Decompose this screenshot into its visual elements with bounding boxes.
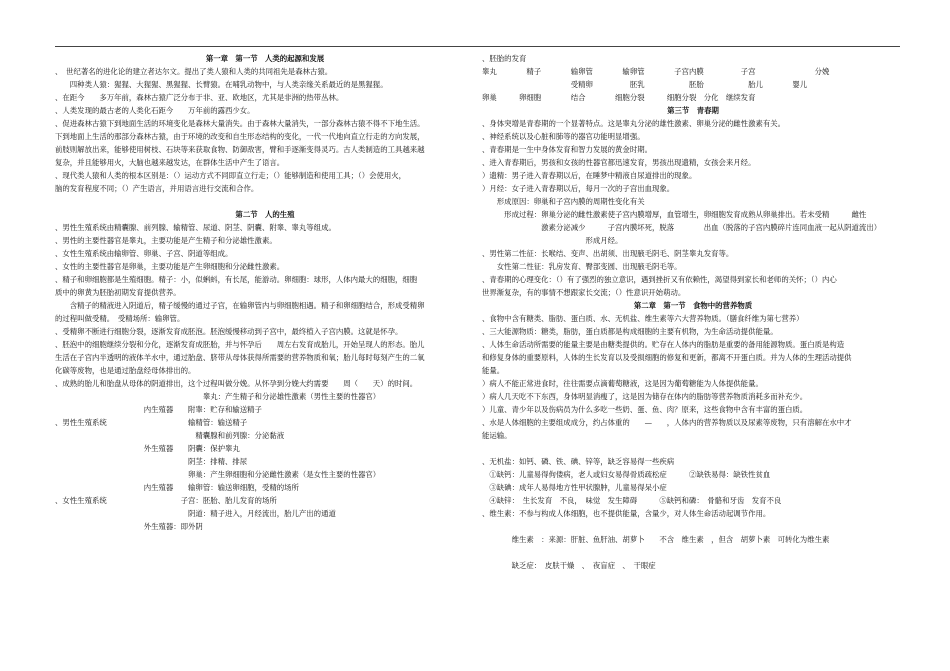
left-text-line: 、促进森林古猿下到地面生活的环境变化是森林大量消失。由于森林大量消失，一部分森林古猿不得不下地生活。 [55,119,425,128]
left-heading: 第二节 人的生殖 [235,210,295,219]
left-text-line: 、现代类人猿和人类的根本区别是：（）运动方式不同即直立行走；（）能够制造和使用工具；（）会使用火， [55,171,407,180]
right-text-line: ④缺锌： 生长发育 不良， 味觉 发生障碍 ⑤缺钙和磷： 骨骼和牙齿 发育不良 [482,496,782,505]
left-text-line: 睾丸：产生精子和分泌雄性激素（男性主要的性器官） [55,392,381,401]
right-text-line: 缺乏症： 皮肤干燥 、 夜盲症 、 干眼症 [482,561,656,570]
right-text-line: 、水是人体细胞的主要组成成分，约占体重的 — ，人体内的营养物质以及尿素等废物，只有溶解在水中才 [482,418,852,427]
left-text-line: 、女性的主要性器官是卵巢，主要功能是产生卵细胞和分泌雌性激素。 [55,262,285,271]
left-text-line: 脑的发育程度不同；（）产生语言，并用语言进行交流和合作。 [55,184,259,193]
right-text-line: 、食物中含有糖类、脂肪、蛋白质、水、无机盐、维生素等六大营养物质。（膳食纤维为第七营养） [482,314,804,323]
left-text-line: 、人类发现的最古老的人类化石距今 万年前的露西少女。 [55,106,255,115]
right-text-line: 、胚胎的发育 [482,54,527,63]
right-text-line: 、男性第二性征：长喉结、变声、出胡须、出现腋毛阴毛、阴茎睾丸发育等。 [482,249,734,258]
left-text-line: 生活在子宫内半透明的液体羊水中，通过胎盘、脐带从母体获得所需要的营养物质和氧；胎儿每时每刻产生的二氧 [55,353,425,362]
right-text-line: 、三大能源物质：糖类，脂肪，蛋白质都是构成细胞的主要有机物，为生命活动提供能量。 [482,327,778,336]
right-text-line: ①缺钙：儿童易得佝偻病，老人或妇女易得骨质疏松症 ②缺铁易得：缺铁性贫血 [482,470,771,479]
left-text-line: 卵巢：产生卵细胞和分泌雌性激素（是女性主要的性器官） [55,470,381,479]
right-text-line: 形成原因：卵巢和子宫内膜的周期性变化有关 [482,197,645,206]
right-text-line: ③缺碘：成年人易得地方性甲状腺肿，儿童易得呆小症 [482,483,667,492]
left-text-line: 四种类人猿：猩猩、大猩猩、黑猩猩、长臂猿。在哺乳动物中，与人类亲缘关系最近的是黑猩猩。 [55,80,388,89]
left-text-line: 外生殖器：即外阴 [55,522,203,531]
left-text-line: 、男性生殖系统由精囊腺、前列腺、输精管、尿道、阴茎、阴囊、附睾、睾丸等组成。 [55,223,336,232]
right-text-line: 睾丸 精子 输卵管 输卵管 子宫内膜 子宫 分娩 [482,67,830,76]
right-text-line: 和修复身体的重要原料，人体的生长发育以及受损细胞的修复和更新，都离不开蛋白质。并为人体的生理活动提供 [482,353,852,362]
right-text-line: 维生素 ：来源：肝脏、鱼肝油、胡萝卜 不含 维生素 ，但含 胡萝卜素 可转化为维生素 [482,535,830,544]
right-text-line: 形成月经。 [482,236,623,245]
right-text-line: 能量。 [482,366,505,375]
left-text-line: 的过程叫做受精。 受精场所：输卵管。 [55,314,185,323]
left-text-line: 、 世纪著名的进化论的建立者达尔文。提出了类人猿和人类的共同祖先是森林古猿。 [55,67,333,76]
right-text-line: 受精卵 胚乳 胚胎 胎儿 婴儿 [482,80,808,89]
right-text-line: 能运输。 [482,431,512,440]
left-text-line: 、胚泡中的细胞继续分裂和分化，逐渐发育成胚胎，并与怀孕后 周左右发育成胎儿，开始呈现人的形态。胎儿 [55,340,425,349]
left-text-line: 前肢则解放出来，能够使用树枝、石块等来获取食物、防御敌害，臂和手逐渐变得灵巧。古人类制造的工具越来越 [55,145,425,154]
left-text-line: 含精子的精液进入阴道后，精子缓慢的通过子宫，在输卵管内与卵细胞相遇。精子和卵细胞结合，形成受精卵 [55,301,425,310]
left-column [55,52,475,533]
left-text-line [55,195,475,208]
right-text-line: 形成过程：卵巢分泌的雌性激素使子宫内膜增厚，血管增生，卵细胞发育成熟从卵巢排出。若未受精 雌性 [482,210,867,219]
right-text-line: ）月经：女子进入青春期以后，每月一次的子宫出血现象。 [482,184,675,193]
right-heading: 第三节 青春期 [667,106,719,115]
left-text-line: 、成熟的胎儿和胎盘从母体的阴道排出，这个过程叫做分娩。从怀孕到分娩大约需要 周（ 天）的时间。 [55,379,418,388]
right-text-line: 、青春期是一生中身体发育和智力发展的黄金时期。 [482,145,652,154]
right-text-line [482,546,904,559]
right-text-line [482,520,904,533]
left-text-line: 、女性生殖系统 子宫：胚胎、胎儿发育的场所 [55,496,277,505]
left-text-line: 精囊腺和前列腺：分泌黏液 [55,431,285,440]
right-text-line: 激素分泌减少 子宫内膜坏死，脱落 出血（脱落的子宫内膜碎片连同血液一起从阴道流出） [482,223,882,232]
left-text-line: 内生殖器 输卵管：输送卵细胞，受精的场所 [55,483,299,492]
right-text-line: ）遗精：男子进入青春期以后，在睡梦中精液自尿道排出的现象。 [482,171,697,180]
right-column [482,52,904,572]
right-text-line: 、进入青春期后，男孩和女孩的性器官都迅速发育，男孩出现遗精，女孩会来月经。 [482,158,756,167]
left-text-line: 化碳等废物，也是通过胎盘经母体排出的。 [55,366,196,375]
right-text-line: 、维生素：不参与构成人体细胞，也不提供能量，含量少，对人体生命活动起调节作用。 [482,509,771,518]
right-text-line: 、身体突增是青春期的一个显著特点。这是睾丸分泌的雄性激素、卵巢分泌的雌性激素有关。 [482,119,786,128]
left-text-line: 、受精卵不断进行细胞分裂，逐渐发育成胚泡。胚泡缓慢移动到子宫中，最终植入子宫内膜。这就是怀孕。 [55,327,403,336]
right-text-line: 卵巢 卵细胞 结合 细胞分裂 细胞分裂 分化 继续发育 [482,93,756,102]
left-text-line: 、男性生殖系统 输精管：输送精子 [55,418,248,427]
right-text-line [482,442,904,455]
left-text-line: 阴道：精子进入，月经流出，胎儿产出的通道 [55,509,336,518]
left-heading: 第一章 第一节 人类的起源和发展 [205,54,325,63]
right-text-line: 女性第二性征：乳房发育、臀部变圆、出现腋毛阴毛等。 [482,262,682,271]
right-text-line: ）儿童、青少年以及伤病员为什么多吃一些奶、蛋、鱼、肉？原来，这些食物中含有丰富的蛋白质。 [482,405,808,414]
left-text-line: 内生殖器 附睾：贮存和输送精子 [55,405,262,414]
right-text-line: ）病人不能正常进食时，往往需要点滴葡萄糖液，这是因为葡萄糖能为人体提供能量。 [482,379,763,388]
right-text-line: ）病人几天吃不下东西，身体明显消瘦了，这是因为储存在体内的脂肪等营养物质消耗多而补充少。 [482,392,808,401]
left-text-line: 、在距今 多万年前，森林古猿广泛分布于非、亚、欧地区，尤其是非洲的热带丛林。 [55,93,344,102]
right-text-line: 、人体生命活动所需要的能量主要是由糖类提供的。贮存在人体内的脂肪是重要的备用能源物质。蛋白质是构造 [482,340,845,349]
right-text-line: 、神经系统以及心脏和肺等的器官功能明显增强。 [482,132,645,141]
right-text-line: 世界渐复杂，有的事情不想跟家长交流；（）性意识开始萌动。 [482,288,686,297]
right-text-line: 、青春期的心理变化：（）有了强烈的独立意识，遇到挫折又有依赖性，渴望得到家长和老师的关怀；（）内心 [482,275,837,284]
left-text-line: 阴茎：排精、排尿 [55,457,248,466]
left-text-line: 、男性的主要性器官是睾丸，主要功能是产生精子和分泌雄性激素。 [55,236,277,245]
right-heading: 第二章 第一节 食物中的营养物质 [633,301,753,310]
left-text-line: 质中的卵黄为胚胎初期发育提供营养。 [55,288,181,297]
left-text-line: 复杂，并且能够用火，大脑也越来越发达，在群体生活中产生了语言。 [55,158,285,167]
header-rule [55,46,900,47]
right-text-line: 、无机盐：如钙、磷、铁、碘、锌等，缺乏容易得一些疾病 [482,457,675,466]
left-text-line: 下到地面上生活的那部分森林古猿，由于环境的改变和自生形态结构的变化，一代一代地向直立行走的方向发展， [55,132,425,141]
left-text-line: 、女性生殖系统由输卵管、卵巢、子宫、阴道等组成。 [55,249,233,258]
left-text-line: 外生殖器 阴囊：保护睾丸 [55,444,240,453]
left-text-line: 、精子和卵细胞都是生殖细胞。精子：小，似蝌蚪，有长尾，能游动。卵细胞：球形，人体内最大的细胞，细胞 [55,275,418,284]
